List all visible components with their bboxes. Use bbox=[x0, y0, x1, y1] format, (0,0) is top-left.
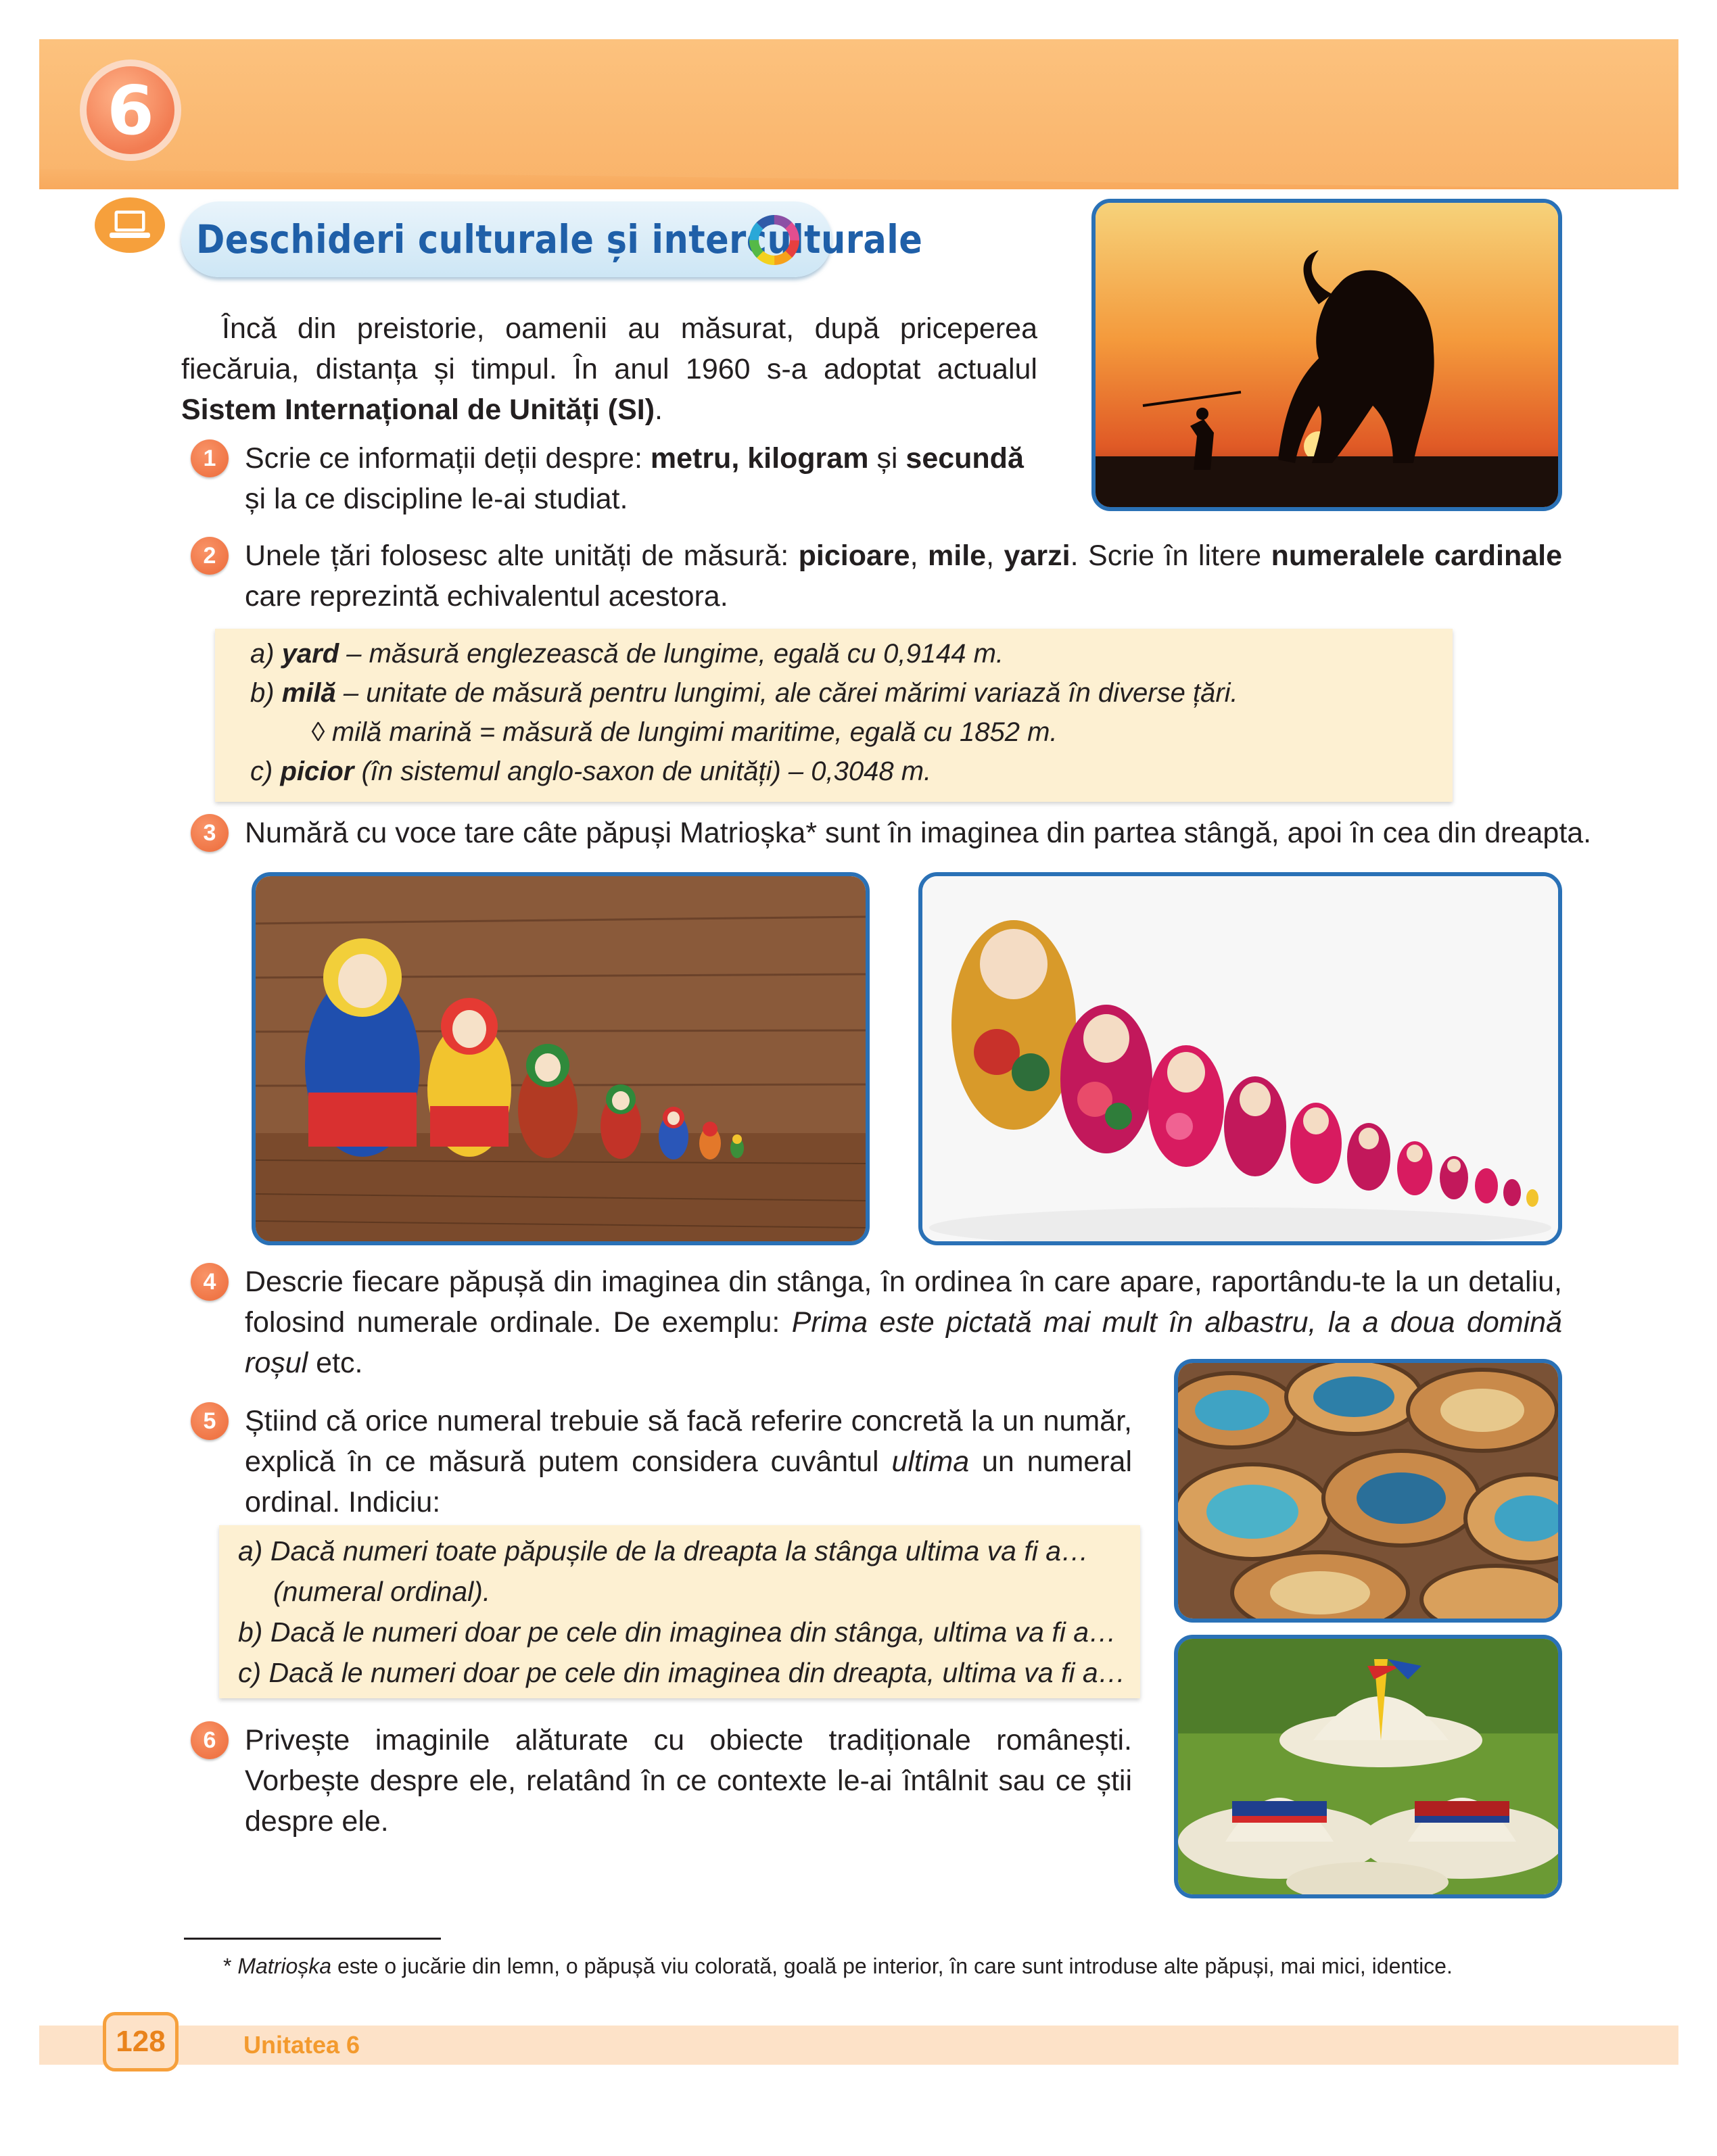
task-6-badge: 6 bbox=[191, 1721, 229, 1759]
prehistoric-hunt-photo bbox=[1091, 199, 1562, 511]
footnote-star: * bbox=[223, 1954, 238, 1978]
task-1-text bbox=[245, 438, 1037, 519]
hint-c: c) Dacă le numeri doar pe cele din imaginea din dreapta, ultima va fi a… bbox=[238, 1657, 1126, 1688]
task-2-bold: mile bbox=[928, 540, 987, 572]
def-term: yard bbox=[281, 639, 339, 669]
task-2-badge: 2 bbox=[191, 537, 229, 575]
task-5-badge: 5 bbox=[191, 1402, 229, 1440]
hints-box bbox=[219, 1525, 1140, 1698]
task-1-part: și la ce discipline le-ai studiat. bbox=[245, 483, 628, 515]
task-1-badge: 1 bbox=[191, 439, 229, 477]
task-5-part: Știind că orice numeral trebuie să facă referire concretă la un număr, explică în ce măsură putem considera cuvântul bbox=[245, 1405, 1132, 1478]
def-text: – măsură englezească de lungime, egală cu 0,9144 m. bbox=[339, 639, 1004, 669]
task-2-text bbox=[245, 535, 1562, 617]
definitions-box bbox=[215, 629, 1453, 802]
task-2-part: Unele țări folosesc alte unități de măsură: bbox=[245, 540, 799, 572]
task-4-badge: 4 bbox=[191, 1263, 229, 1301]
task-2-bold: picioare bbox=[798, 540, 910, 572]
matryoshka-white-photo bbox=[918, 872, 1562, 1245]
unit-number-badge: 6 bbox=[80, 59, 181, 161]
definition-yard bbox=[250, 634, 1453, 673]
task-1-part: și bbox=[868, 442, 906, 475]
definition-picior bbox=[250, 752, 1453, 791]
intro-paragraph bbox=[181, 308, 1037, 430]
hint-a-continued: (numeral ordinal). bbox=[273, 1576, 491, 1607]
task-2-sep: , bbox=[986, 540, 1004, 572]
footer-unit-label: Unitatea 6 bbox=[243, 2031, 360, 2059]
laptop-icon bbox=[95, 197, 165, 253]
def-prefix: c) bbox=[250, 757, 281, 786]
section-title-banner bbox=[181, 201, 923, 277]
task-6-text: Privește imaginile alăturate cu obiecte tradiționale românești. Vorbește despre ele, relatând în ce contexte le-ai întâlnit sau ce știi despre ele. bbox=[245, 1724, 1132, 1838]
def-text: (în sistemul anglo-saxon de unități) – 0,3048 m. bbox=[354, 757, 932, 786]
def-term: picior bbox=[280, 757, 354, 786]
task-4-example: Prima este pictată mai mult în albastru, la a doua domină roșul bbox=[245, 1306, 1562, 1379]
definition-mila-marina: ◊ milă marină = măsură de lungimi maritime, egală cu 1852 m. bbox=[311, 717, 1058, 747]
task-1-bold: metru, kilogram bbox=[650, 442, 869, 475]
footnote-text: este o jucărie din lemn, o păpușă viu colorată, goală pe interior, în care sunt introduse alte păpuși, mai mici, identice. bbox=[331, 1954, 1453, 1978]
task-4-part: etc. bbox=[308, 1347, 363, 1379]
hint-a: a) Dacă numeri toate păpușile de la dreapta la stânga ultima va fi a… bbox=[238, 1535, 1089, 1566]
def-term: milă bbox=[281, 678, 336, 708]
task-2-bold: numeralele cardinale bbox=[1271, 540, 1562, 572]
intro-bold-term: Sistem Internațional de Unități (SI) bbox=[181, 393, 655, 426]
traditional-hats-photo bbox=[1174, 1635, 1562, 1898]
task-2-part: . Scrie în litere bbox=[1070, 540, 1271, 572]
colored-ring-icon bbox=[744, 210, 805, 270]
task-4-part: Descrie fiecare păpușă din imaginea din stânga, în ordinea în care apare, raportându-te la un detaliu, folosind numerale ordinale. De exemplu: bbox=[245, 1266, 1562, 1339]
matryoshka-wood-photo bbox=[252, 872, 870, 1245]
task-1-part: Scrie ce informații deții despre: bbox=[245, 442, 651, 475]
section-title: Deschideri culturale și interculturale bbox=[196, 216, 923, 262]
task-2-part: care reprezintă echivalentul acestora. bbox=[245, 580, 728, 613]
footnote-divider bbox=[184, 1938, 441, 1940]
header-band bbox=[39, 39, 1678, 189]
intro-end: . bbox=[655, 393, 663, 426]
task-3-text: Numără cu voce tare câte păpuși Matrioșka* sunt în imaginea din partea stângă, apoi în cea din dreapta. bbox=[245, 817, 1592, 849]
def-prefix: a) bbox=[250, 639, 282, 669]
pottery-plates-photo bbox=[1174, 1359, 1562, 1623]
task-1-bold: secundă bbox=[905, 442, 1024, 475]
definition-mila bbox=[250, 673, 1453, 713]
page-number: 128 bbox=[103, 2012, 179, 2071]
def-prefix: b) bbox=[250, 678, 282, 708]
footnote bbox=[223, 1951, 1453, 1981]
task-5-italic-word: ultima bbox=[891, 1445, 970, 1478]
intro-text: Încă din preistorie, oamenii au măsurat, după priceperea fiecăruia, distanța și timpul. În anul 1960 s-a adoptat actualul bbox=[181, 312, 1037, 385]
task-2-bold: yarzi bbox=[1004, 540, 1071, 572]
def-text: – unitate de măsură pentru lungimi, ale cărei mărimi variază în diverse țări. bbox=[335, 678, 1238, 708]
footnote-term: Matrioșka bbox=[237, 1954, 332, 1978]
task-5-part: un numeral ordinal. Indiciu: bbox=[245, 1445, 1132, 1518]
task-5-text bbox=[245, 1401, 1132, 1523]
task-2-sep: , bbox=[910, 540, 928, 572]
task-3-badge: 3 bbox=[191, 814, 229, 852]
hint-b: b) Dacă le numeri doar pe cele din imaginea din stânga, ultima va fi a… bbox=[238, 1616, 1117, 1648]
